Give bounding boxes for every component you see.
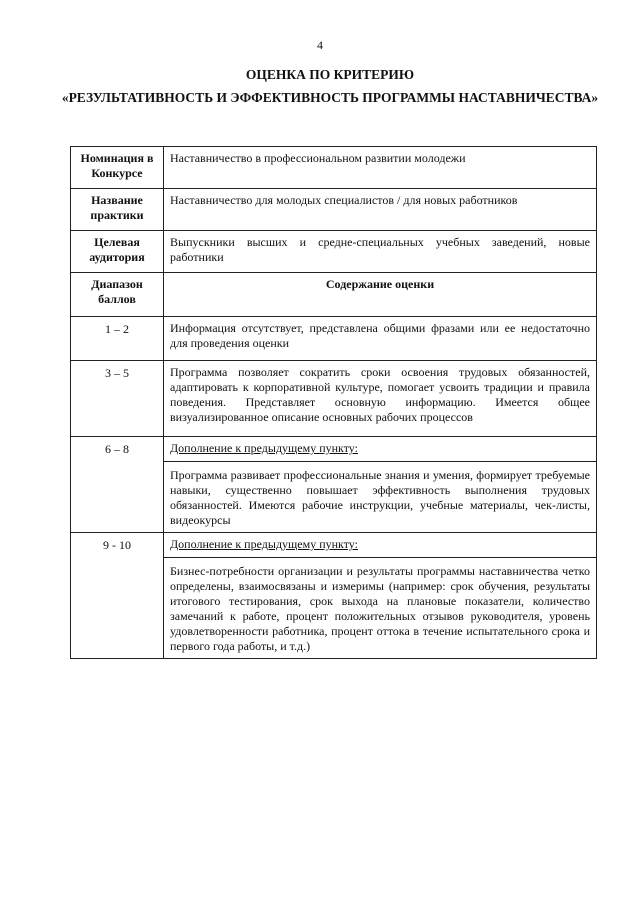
- score-row: [71, 533, 597, 659]
- score-cell: [164, 533, 597, 659]
- info-value: Наставничество в профессиональном развитии молодежи: [164, 147, 597, 189]
- score-row: [71, 437, 597, 533]
- addition-note: Дополнение к предыдущему пункту:: [170, 441, 358, 455]
- info-label: Название практики: [71, 189, 164, 231]
- info-value: Выпускники высших и средне-специальных учебных заведений, новые работники: [164, 231, 597, 273]
- title-line-1: ОЦЕНКА ПО КРИТЕРИЮ: [245, 67, 415, 82]
- score-text: Программа развивает профессиональные знания и умения, формирует требуемые навыки, существенно повышает эффективность выполнения трудовых обязанностей. Имеются рабочие инструкции, учебные материалы, чек-листы, видеокурсы: [170, 468, 590, 527]
- score-header-row: [71, 273, 597, 317]
- info-value: Наставничество для молодых специалистов / для новых работников: [164, 189, 597, 231]
- score-text: Информация отсутствует, представлена общими фразами или ее недостаточно для проведения оценки: [164, 317, 597, 361]
- info-label: Номинация в Конкурсе: [71, 147, 164, 189]
- score-range: 9 - 10: [71, 533, 164, 659]
- score-range: 1 – 2: [71, 317, 164, 361]
- info-row-audience: [71, 231, 597, 273]
- score-cell: [164, 437, 597, 533]
- page-number: 4: [317, 38, 323, 52]
- range-header: Диапазон баллов: [71, 273, 164, 317]
- content-header: Содержание оценки: [325, 277, 435, 291]
- criteria-table: [70, 146, 597, 659]
- score-row: [71, 361, 597, 437]
- content-header-cell: [164, 273, 597, 317]
- cell-divider: [164, 461, 596, 462]
- score-text: Программа позволяет сократить сроки освоения трудовых обязанностей, адаптировать к корпоративной культуре, помогает усвоить традиции и правила поведения. Представляет основную информацию. Имеется общее визуализированное описание основных рабочих процессов: [164, 361, 597, 437]
- document-title: [60, 66, 600, 106]
- info-row-nomination: [71, 147, 597, 189]
- info-label: Целевая аудитория: [71, 231, 164, 273]
- title-line-2: «РЕЗУЛЬТАТИВНОСТЬ И ЭФФЕКТИВНОСТЬ ПРОГРАММЫ НАСТАВНИЧЕСТВА»: [61, 90, 599, 105]
- score-text: Бизнес-потребности организации и результаты программы наставничества четко определены, взаимосвязаны и измеримы (например: срок обучения, результаты итогового тестирования, срок выхода на плановые показатели, количество замечаний к работе, процент положительных отзывов руководителя, уровень удовлетворенности работника, процент оттока в течение испытательного срока и первого года работы, и т.д.): [170, 564, 590, 653]
- score-range: 6 – 8: [71, 437, 164, 533]
- cell-divider: [164, 557, 596, 558]
- info-row-practice: [71, 189, 597, 231]
- addition-note: Дополнение к предыдущему пункту:: [170, 537, 358, 551]
- score-range: 3 – 5: [71, 361, 164, 437]
- score-row: [71, 317, 597, 361]
